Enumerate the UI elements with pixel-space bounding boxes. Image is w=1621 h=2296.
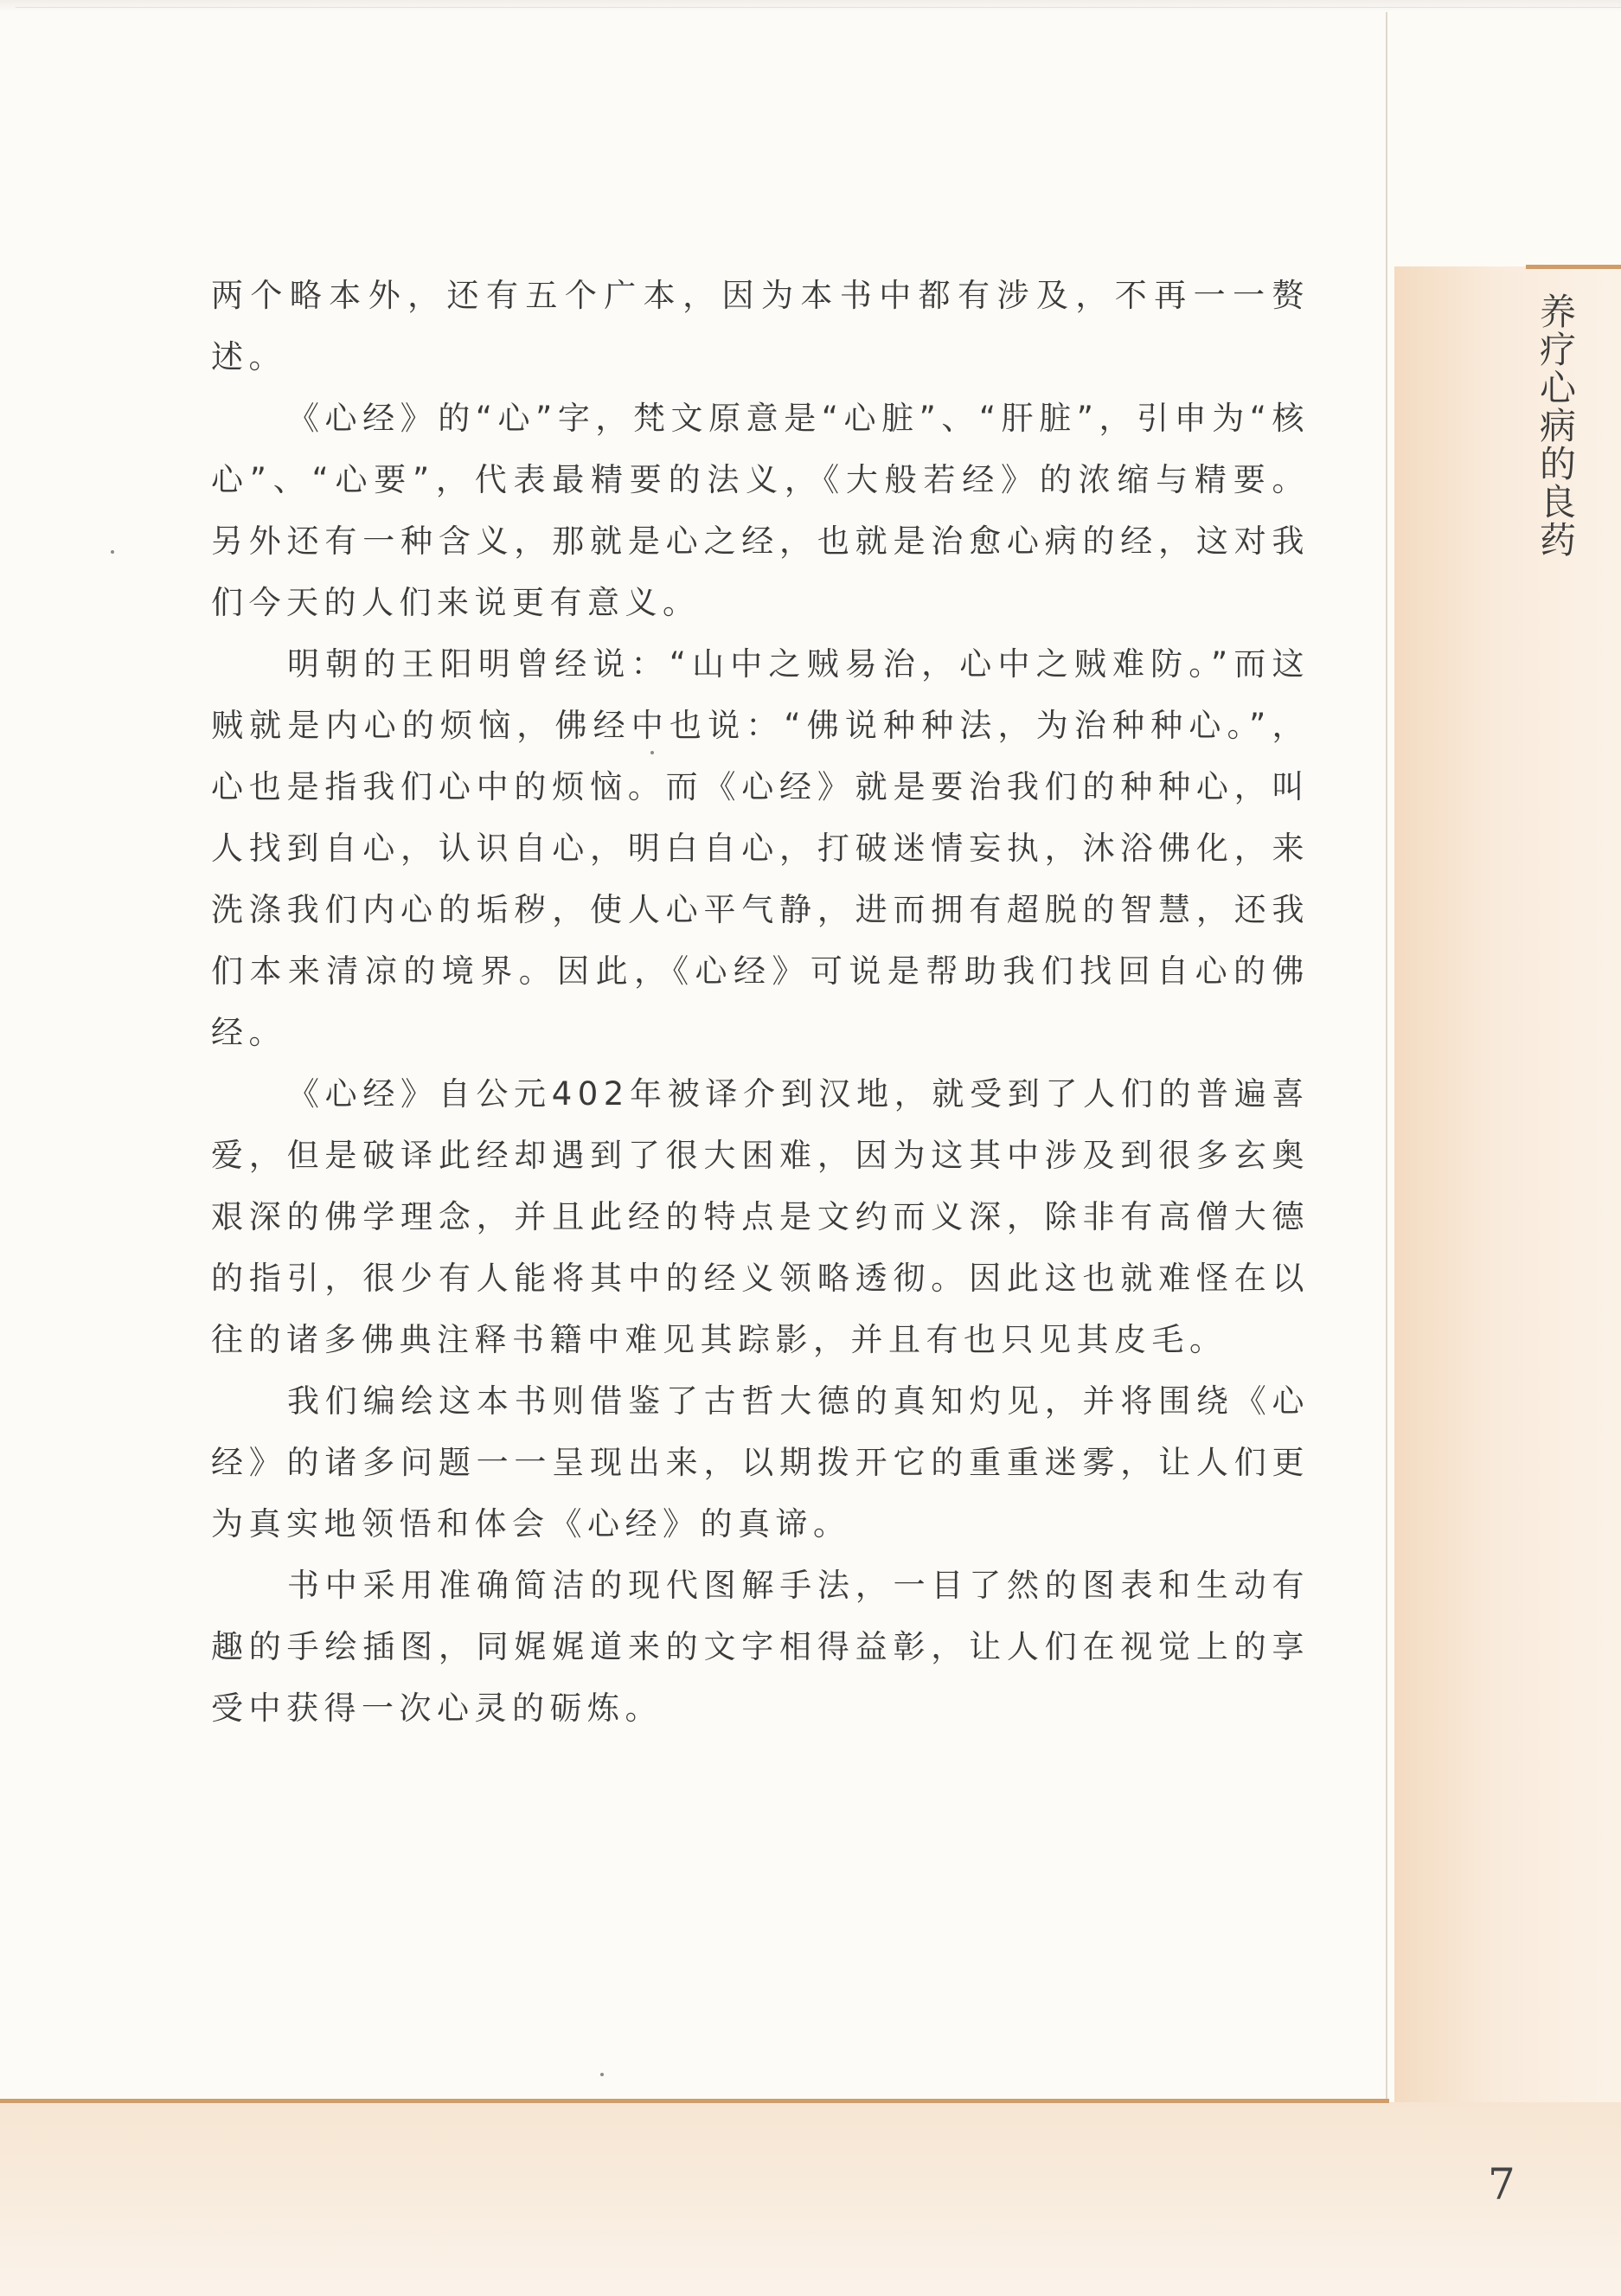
paragraph-4: 《心经》自公元402年被译介到汉地，就受到了人们的普遍喜爱，但是破译此经却遇到了很大困难，因为这其中涉及到很多玄奥艰深的佛学理念，并且此经的特点是文约而义深，除非有高僧大德的指引，很少有人能将其中的经义领略透彻。因此这也就难怪在以往的诸多佛典注释书籍中难见其踪影，并且有也只见其皮毛。 <box>211 1075 1310 1358</box>
paragraph-6: 书中采用准确简洁的现代图解手法，一目了然的图表和生动有趣的手绘插图，同娓娓道来的文字相得益彰，让人们在视觉上的享受中获得一次心灵的砺炼。 <box>211 1567 1310 1727</box>
paragraph-1: 两个略本外，还有五个广本，因为本书中都有涉及，不再一一赘述。 <box>211 277 1310 375</box>
footer-band <box>0 2102 1621 2296</box>
page-edge <box>16 7 1621 8</box>
paragraph-5: 我们编绘这本书则借鉴了古哲大德的真知灼见，并将围绕《心经》的诸多问题一一呈现出来，以期拨开它的重重迷雾，让人们更为真实地领悟和体会《心经》的真谛。 <box>211 1382 1310 1542</box>
scan-edge <box>0 0 1621 10</box>
page-number: 7 <box>1488 2159 1515 2209</box>
footer-rule <box>0 2099 1389 2103</box>
side-tab-rule <box>1526 265 1621 269</box>
scan-speck <box>650 751 654 754</box>
scan-speck <box>600 2073 604 2076</box>
chapter-title: 养疗心病的良药 <box>1535 292 1577 559</box>
body-text <box>211 265 1310 1739</box>
scan-speck <box>111 550 114 554</box>
paragraph-2: 《心经》的“心”字，梵文原意是“心脏”、“肝脏”，引申为“核心”、“心要”，代表最精要的法义，《大般若经》的浓缩与精要。另外还有一种含义，那就是心之经，也就是治愈心病的经，这对我们今天的人们来说更有意义。 <box>211 400 1310 621</box>
paragraph-3: 明朝的王阳明曾经说：“山中之贼易治，心中之贼难防。”而这贼就是内心的烦恼，佛经中也说：“佛说种种法，为治种种心。”，心也是指我们心中的烦恼。而《心经》就是要治我们的种种心，叫人找到自心，认识自心，明白自心，打破迷情妄执，沐浴佛化，来洗涤我们内心的垢秽，使人心平气静，进而拥有超脱的智慧，还我们本来清凉的境界。因此，《心经》可说是帮助我们找回自心的佛经。 <box>211 645 1310 1051</box>
chapter-side-tab <box>1394 266 1621 2111</box>
